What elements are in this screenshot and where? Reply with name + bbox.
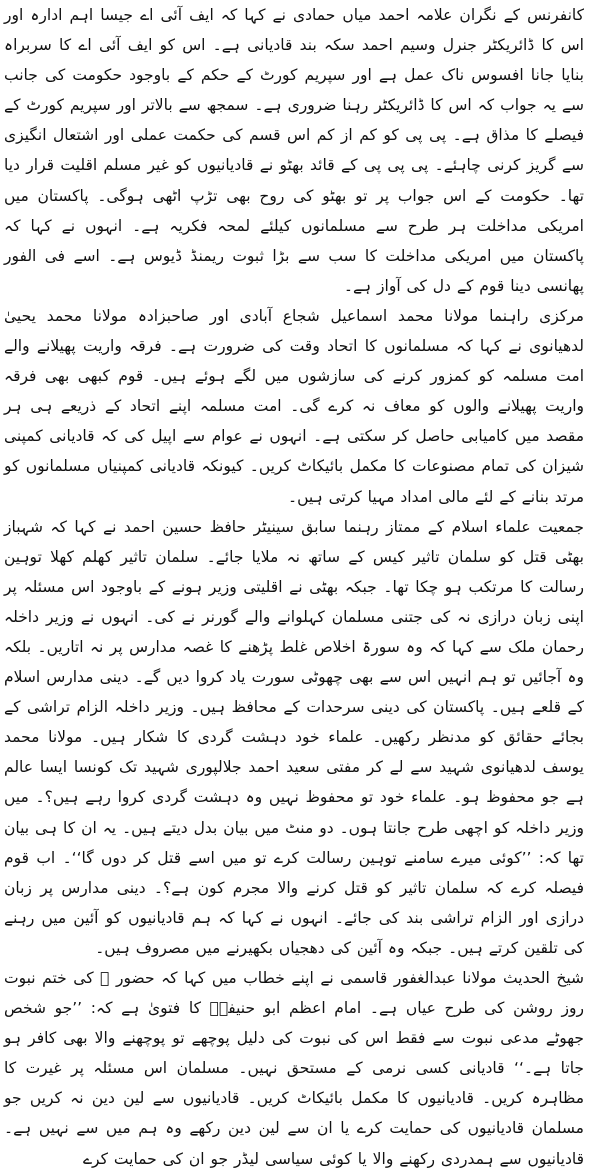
article-paragraph: شیخ الحدیث مولانا عبدالغفور قاسمی نے اپنے خطاب میں کہا کہ حضور ﷺ کی ختم نبوت روز روشن کی طرح عیاں ہے۔ امام اعظم ابو حنیفہؒ کا فتویٰ ہے کہ: ’’جو شخص جھوٹے مدعی نبوت سے فقط اس کی نبوت کی دلیل پوچھے تو پوچھنے والا بھی کافر ہو جاتا ہے۔‘‘ قادیانی کسی نرمی کے مستحق نہیں۔ مسلمان اس مسئلہ پر غیرت کا مظاہرہ کریں۔ قادیانیوں کا مکمل بائیکاٹ کریں۔ قادیانیوں سے لین دین نہ کریں جو مسلمان قادیانیوں کی حمایت کرے یا ان سے لین دین رکھے وہ ہم میں سے نہیں ہے۔ قادیانیوں سے ہمدردی رکھنے والا یا کوئی سیاسی لیڈر جو ان کی حمایت کرے — [4, 969, 584, 1168]
article-paragraph: جمعیت علماء اسلام کے ممتاز رہنما سابق سینیٹر حافظ حسین احمد نے کہا کہ شہباز بھٹی قتل کو سلمان تاثیر کیس کے ساتھ نہ ملایا جائے۔ سلمان تاثیر کھلم کھلا توہین رسالت کا مرتکب ہو چکا تھا۔ جبکہ بھٹی نے اقلیتی وزیر ہونے کے باوجود اس مسئلہ پر اپنی زبان درازی نہ کی جتنی مسلمان کہلوانے والے گورنر نے کی۔ انہوں نے وزیر داخلہ رحمان ملک سے کہا کہ وہ سورۃ اخلاص غلط پڑھنے کا غصہ مدارس پر نہ اتاریں۔ بلکہ وہ آجائیں تو ہم انہیں اس سے بھی چھوٹی سورت یاد کروا دیں گے۔ دینی مدارس اسلام کے قلعے ہیں۔ پاکستان کی دینی سرحدات کے محافظ ہیں۔ وزیر داخلہ الزام تراشی کے بجائے حقائق کو مدنظر رکھیں۔ علماء خود دہشت گردی کا شکار ہیں۔ مولانا محمد یوسف لدھیانوی شہید سے لے کر مفتی سعید احمد جلالپوری شہید تک کونسا ایسا عالم ہے جو محفوظ ہو۔ علماء خود تو محفوظ نہیں وہ دہشت گردی کروا رہے ہیں؟۔ میں وزیر داخلہ کو اچھی طرح جانتا ہوں۔ دو منٹ میں بیان بدل دیتے ہیں۔ یہ ان کا ہی بیان تھا کہ: ’’کوئی میرے سامنے توہین رسالت کرے تو میں اسے قتل کر دوں گا‘‘۔ اب قوم فیصلہ کرے کہ سلمان تاثیر کو قتل کرنے والا مجرم کون ہے؟۔ دینی مدارس پر زبان درازی اور الزام تراشی بند کی جائے۔ انہوں نے کہا کہ ہم قادیانیوں کو آئین میں رہنے کی تلقین کرتے ہیں۔ جبکہ وہ آئین کی دھجیاں بکھیرنے میں مصروف ہیں۔ — [4, 517, 584, 957]
article-paragraph: مرکزی راہنما مولانا محمد اسماعیل شجاع آبادی اور صاحبزادہ مولانا محمد یحییٰ لدھیانوی نے کہا کہ مسلمانوں کا اتحاد وقت کی ضرورت ہے۔ فرقہ واریت پھیلانے والے امت مسلمہ کو کمزور کرنے کی سازشوں میں لگے ہوئے ہیں۔ قوم کبھی بھی فرقہ واریت پھیلانے والوں کو معاف نہ کرے گی۔ امت مسلمہ اپنے اتحاد کے ذریعے ہی ہر مقصد میں کامیابی حاصل کر سکتی ہے۔ انہوں نے عوام سے اپیل کی کہ قادیانی کمپنی شیزان کی تمام مصنوعات کا مکمل بائیکاٹ کریں۔ کیونکہ قادیانی کمپنیاں مسلمانوں کو مرتد بنانے کے لئے مالی امداد مہیا کرتی ہیں۔ — [4, 306, 584, 506]
article-paragraph: کانفرنس کے نگران علامہ احمد میاں حمادی نے کہا کہ ایف آئی اے جیسا اہم ادارہ اور اس کا ڈائریکٹر جنرل وسیم احمد سکہ بند قادیانی ہے۔ اس کو ایف آئی اے کا سربراہ بنایا جانا افسوس ناک عمل ہے اور سپریم کورٹ کے حکم کے باوجود حکومت کی جانب سے یہ جواب کہ اس کا ڈائریکٹر رہنا ضروری ہے۔ سمجھ سے بالاتر اور سپریم کورٹ کے فیصلے کا مذاق ہے۔ پی پی کو کم از کم اس قسم کی حکمت عملی اور اشتعال انگیزی سے گریز کرنی چاہئے۔ پی پی پی کے قائد بھٹو نے قادیانیوں کو غیر مسلم اقلیت قرار دیا تھا۔ حکومت کے اس جواب پر تو بھٹو کی روح بھی تڑپ اٹھی ہوگی۔ پاکستان میں امریکی مداخلت ہر طرح سے مسلمانوں کیلئے لمحہ فکریہ ہے۔ انہوں نے کہا کہ پاکستان میں امریکی مداخلت کا سب سے بڑا ثبوت ریمنڈ ڈیوس ہے۔ اسے فی الفور پھانسی دینا قوم کے دل کی آواز ہے۔ — [4, 6, 584, 295]
article-page — [4, 0, 584, 1168]
